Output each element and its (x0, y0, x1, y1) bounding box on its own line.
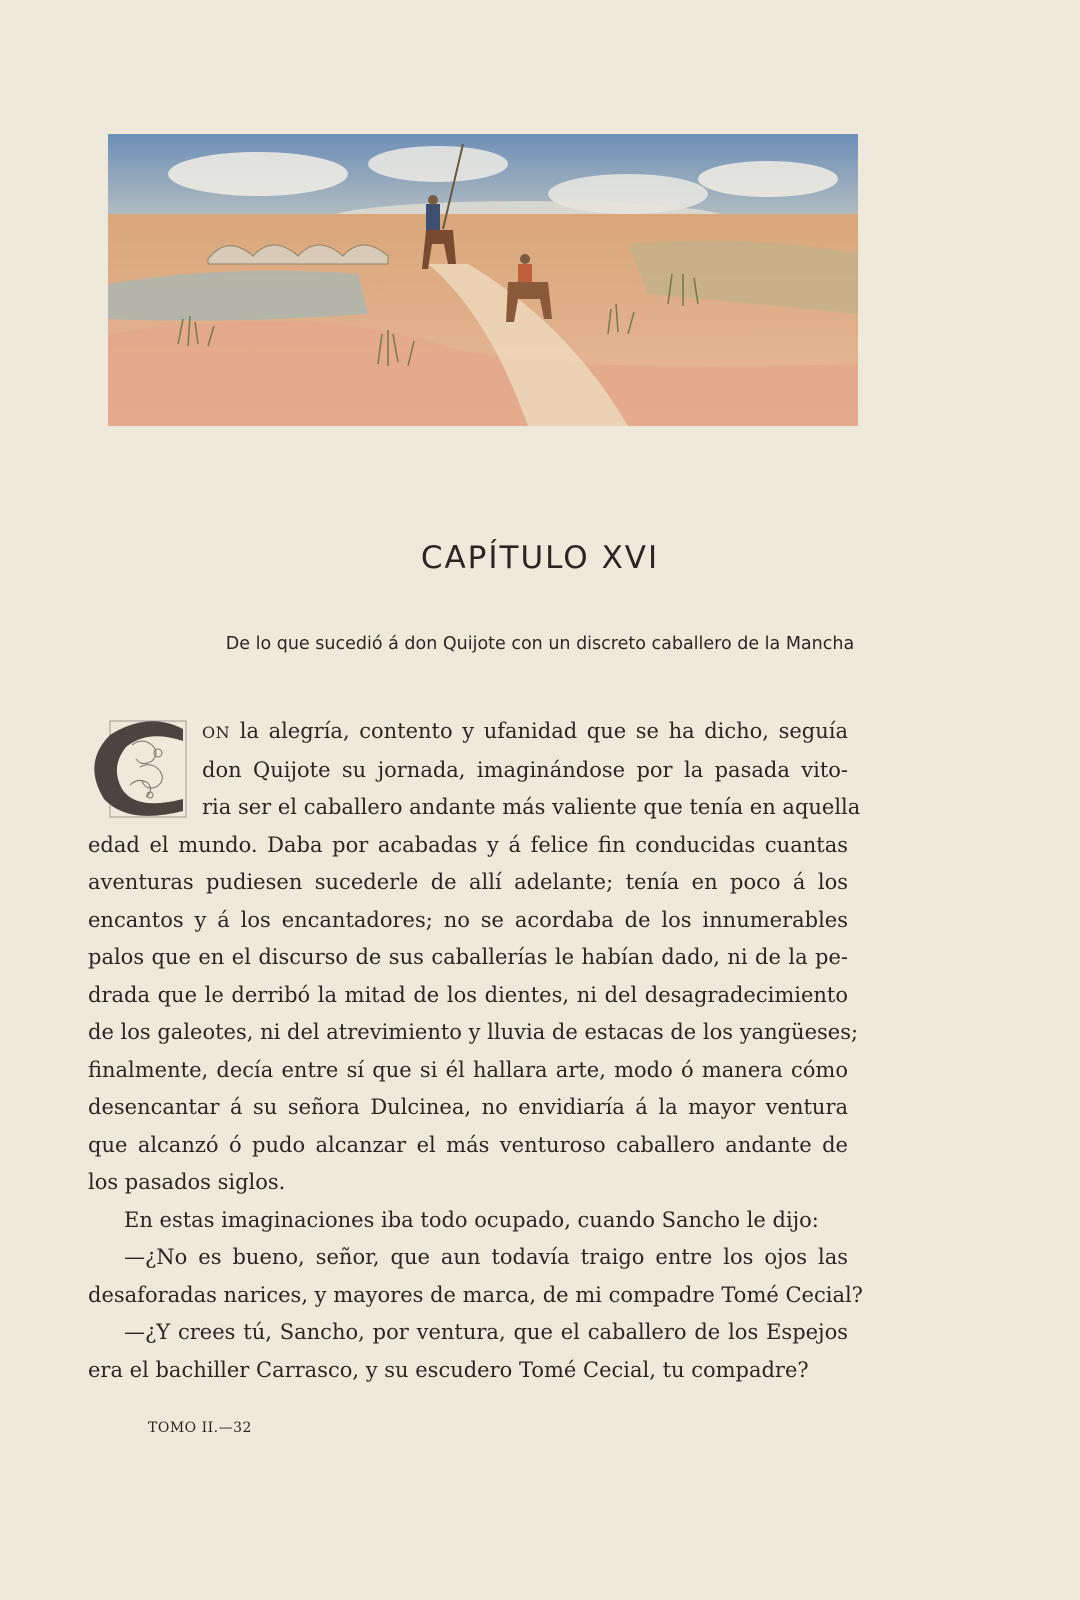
chapter-illustration (108, 134, 858, 426)
landscape-illustration (108, 134, 858, 426)
text-line: palos que en el discurso de sus caballerías le habían dado, ni de la pe- (88, 945, 848, 969)
footer-signature: TOMO II.—32 (148, 1420, 252, 1436)
text-line: En estas imaginaciones iba todo ocupado, cuando Sancho le dijo: (124, 1207, 819, 1232)
text-line: —¿No es bueno, señor, que aun todavía traigo entre los ojos las (124, 1245, 848, 1269)
chapter-subtitle: De lo que sucedió á don Quijote con un discreto caballero de la Mancha (225, 634, 855, 654)
paragraph-4 (88, 1314, 848, 1389)
text-line: que alcanzó ó pudo alcanzar el más venturoso caballero andante de (88, 1132, 848, 1157)
text-line: don Quijote su jornada, imaginándose por la pasada vito- (202, 757, 848, 782)
text-line: edad el mundo. Daba por acabadas y á felice fin conducidas cuantas (88, 832, 848, 857)
text-line: finalmente, decía entre sí que si él hallara arte, modo ó manera cómo (88, 1057, 848, 1082)
text-line: era el bachiller Carrasco, y su escudero Tomé Cecial, tu compadre? (88, 1357, 809, 1382)
dropcap-rest: ON (202, 723, 231, 742)
text-line: ON la alegría, contento y ufanidad que se ha dicho, seguía (202, 719, 848, 743)
text-line: —¿Y crees tú, Sancho, por ventura, que el caballero de los Espejos (124, 1320, 848, 1344)
paragraph-3 (88, 1239, 863, 1314)
text-line: ria ser el caballero andante más valiente que tenía en aquella (202, 795, 861, 819)
text-line: aventuras pudiesen sucederle de allí adelante; tenía en poco á los (88, 870, 848, 894)
text-line: drada que le derribó la mitad de los dientes, ni del desagradecimiento (88, 982, 848, 1007)
paragraph-1 (88, 713, 861, 1202)
text-line: desaforadas narices, y mayores de marca, de mi compadre Tomé Cecial? (88, 1282, 863, 1307)
body-text (88, 713, 863, 1389)
chapter-title: CAPÍTULO XVI (420, 540, 660, 576)
text-line: desencantar á su señora Dulcinea, no envidiaría á la mayor ventura (88, 1095, 848, 1119)
text-line: de los galeotes, ni del atrevimiento y lluvia de estacas de los yangüeses; (88, 1020, 859, 1044)
text-line: los pasados siglos. (88, 1170, 286, 1194)
text-line: encantos y á los encantadores; no se acordaba de los innumerables (88, 907, 848, 932)
paragraph-2 (88, 1202, 848, 1240)
decorative-dropcap (88, 715, 192, 823)
